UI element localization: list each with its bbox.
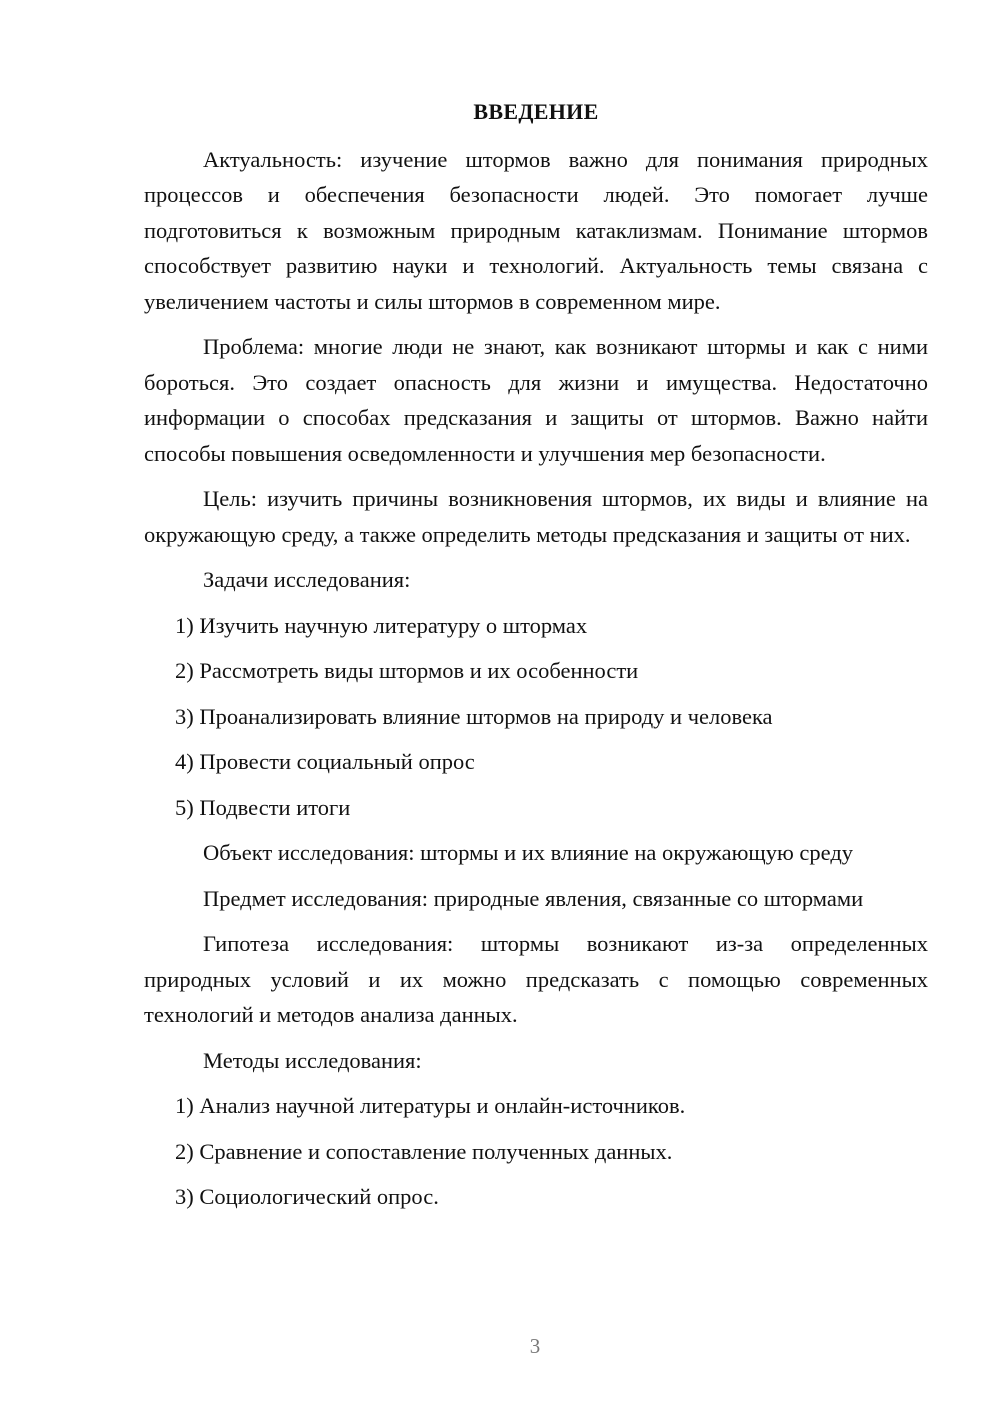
page-number: 3 xyxy=(529,1334,541,1358)
method-item: 1) Анализ научной литературы и онлайн-источников. xyxy=(175,1093,686,1118)
task-item: 4) Провести социальный опрос xyxy=(175,749,475,774)
page-content xyxy=(144,94,928,1225)
task-item: 2) Рассмотреть виды штормов и их особенности xyxy=(175,658,639,683)
task-item: 1) Изучить научную литературу о штормах xyxy=(175,612,588,638)
tasks-title: Задачи исследования: xyxy=(203,567,411,592)
methods-title: Методы исследования: xyxy=(203,1047,422,1073)
goal-paragraph: Цель: изучить причины возникновения штормов, их виды и влияние на окружающую среду, а также определить методы предсказания и защиты от них. xyxy=(144,486,928,547)
relevance-paragraph: Актуальность: изучение штормов важно для понимания природных процессов и обеспечения безопасности людей. Это помогает лучше подготовиться к возможным природным катаклизмам. Понимание штормов способствует развитию науки и технологий. Актуальность темы связана с увеличением частоты и силы штормов в современном мире. xyxy=(144,146,928,314)
task-item: 5) Подвести итоги xyxy=(175,794,351,820)
task-item: 3) Проанализировать влияние штормов на природу и человека xyxy=(175,703,773,729)
section-heading: ВВЕДЕНИЕ xyxy=(473,99,599,124)
method-item: 3) Социологический опрос. xyxy=(175,1184,439,1209)
hypothesis-paragraph: Гипотеза исследования: штормы возникают из-за определенных природных условий и их можно предсказать с помощью современных технологий и методов анализа данных. xyxy=(144,931,928,1027)
object-paragraph: Объект исследования: штормы и их влияние на окружающую среду xyxy=(203,840,854,865)
subject-paragraph: Предмет исследования: природные явления, связанные со штормами xyxy=(203,885,864,911)
method-item: 2) Сравнение и сопоставление полученных данных. xyxy=(175,1138,673,1164)
problem-paragraph: Проблема: многие люди не знают, как возникают штормы и как с ними бороться. Это создает опасность для жизни и имущества. Недостаточно информации о способах предсказания и защиты от штормов. Важно найти способы повышения осведомленности и улучшения мер безопасности. xyxy=(144,334,928,466)
